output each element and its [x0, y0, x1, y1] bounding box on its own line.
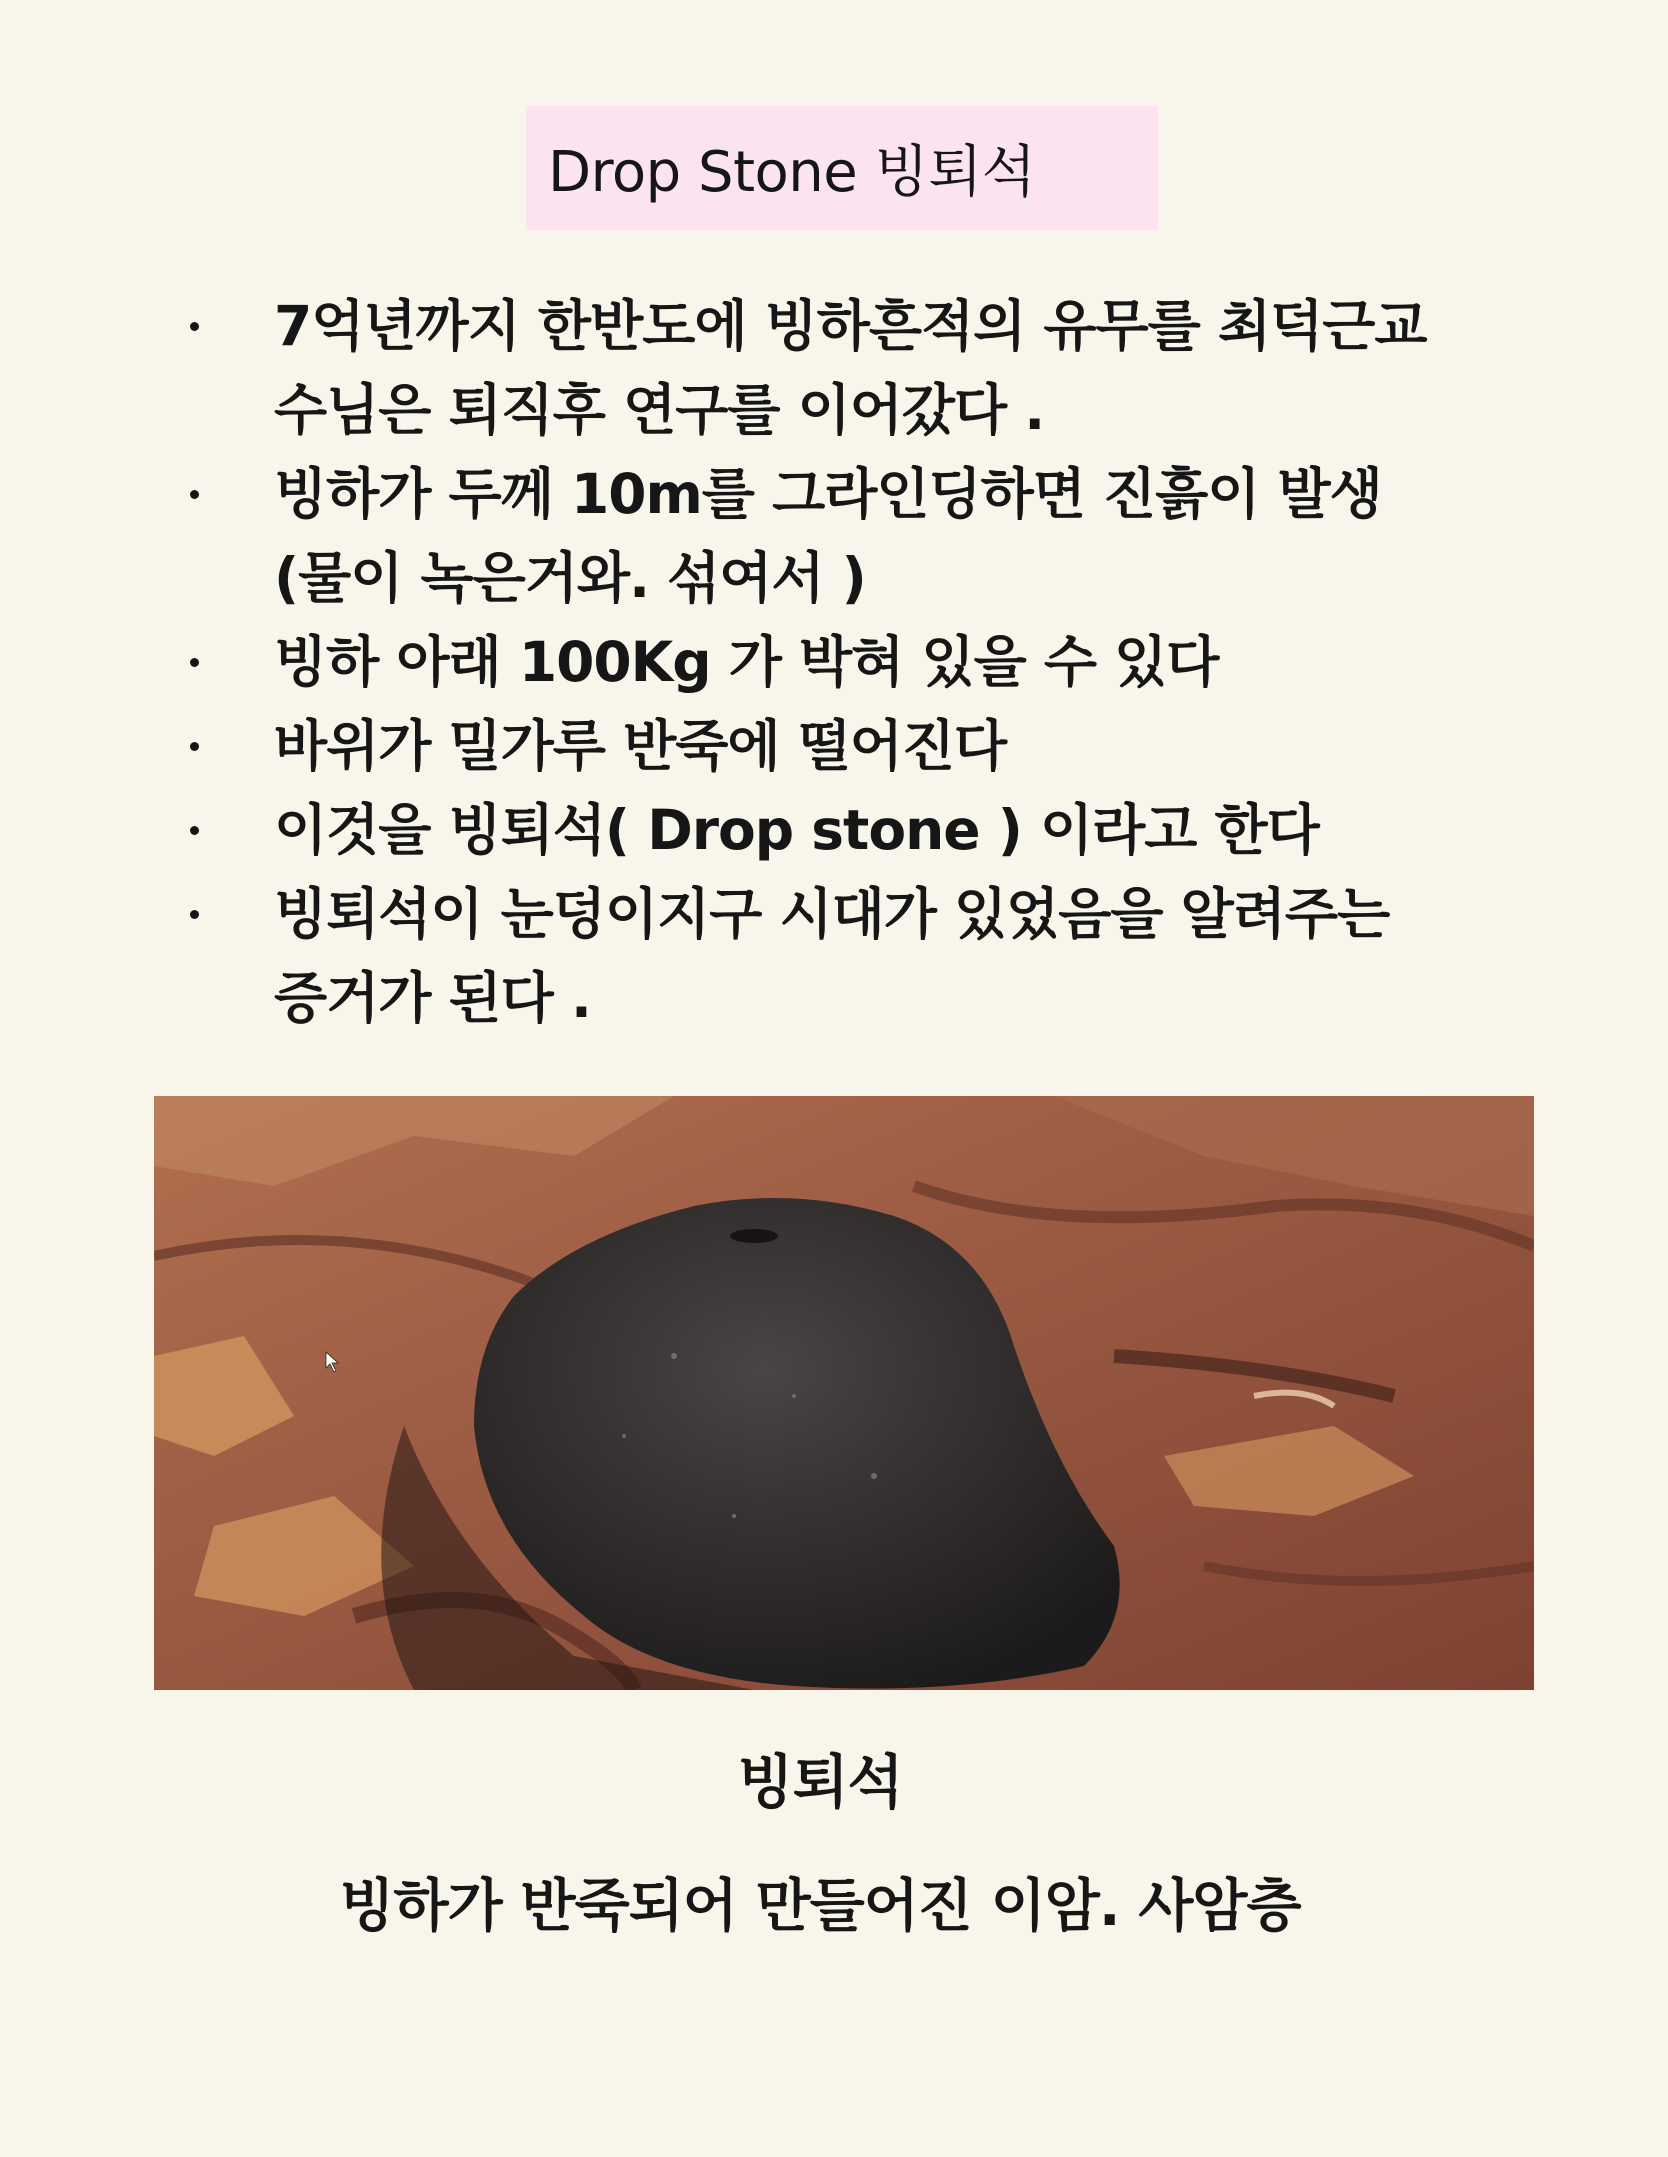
bullet-item — [182, 704, 1502, 788]
bullet-item — [182, 788, 1502, 872]
stone-speck — [622, 1434, 626, 1438]
bullet-line: 7억년까지 한반도에 빙하흔적의 유무를 최덕근교 — [274, 294, 1427, 358]
bullet-line: 증거가 된다 . — [274, 966, 591, 1030]
caption-description: 빙하가 반죽되어 만들어진 이암. 사암층 — [339, 1873, 1301, 1939]
bullet-dot-icon — [190, 826, 199, 835]
bullet-dot-icon — [190, 490, 199, 499]
drop-stone-image — [154, 1096, 1534, 1690]
bullet-line: (물이 녹은거와. 섞여서 ) — [274, 546, 866, 610]
stone-speck — [792, 1394, 796, 1398]
bullet-dot-icon — [190, 910, 199, 919]
bullet-dot-icon — [190, 742, 199, 751]
bullet-line: 빙퇴석이 눈덩이지구 시대가 있었음을 알려주는 — [274, 882, 1390, 946]
bullet-item — [182, 620, 1502, 704]
bullet-line: 수님은 퇴직후 연구를 이어갔다 . — [274, 378, 1045, 442]
caption-title: 빙퇴석 — [737, 1748, 903, 1816]
bullet-line: 바위가 밀가루 반죽에 떨어진다 — [274, 714, 1007, 778]
bullet-item — [182, 872, 1502, 1040]
stone-speck — [732, 1514, 736, 1518]
bullet-item — [182, 452, 1502, 620]
title-box — [526, 106, 1158, 230]
bullet-line: 이것을 빙퇴석( Drop stone ) 이라고 한다 — [274, 798, 1319, 862]
stone-hole — [730, 1229, 778, 1243]
page-title: Drop Stone 빙퇴석 — [548, 140, 1036, 205]
bullet-dot-icon — [190, 322, 199, 331]
drop-stone-photo — [154, 1096, 1534, 1690]
bullet-line: 빙하가 두께 10m를 그라인딩하면 진흙이 발생 — [274, 462, 1382, 526]
stone-speck — [871, 1473, 877, 1479]
bullet-item — [182, 284, 1502, 452]
bullet-line: 빙하 아래 100Kg 가 박혀 있을 수 있다 — [274, 630, 1219, 694]
stone-speck — [671, 1353, 677, 1359]
bullet-list — [182, 284, 1502, 1040]
bullet-dot-icon — [190, 658, 199, 667]
